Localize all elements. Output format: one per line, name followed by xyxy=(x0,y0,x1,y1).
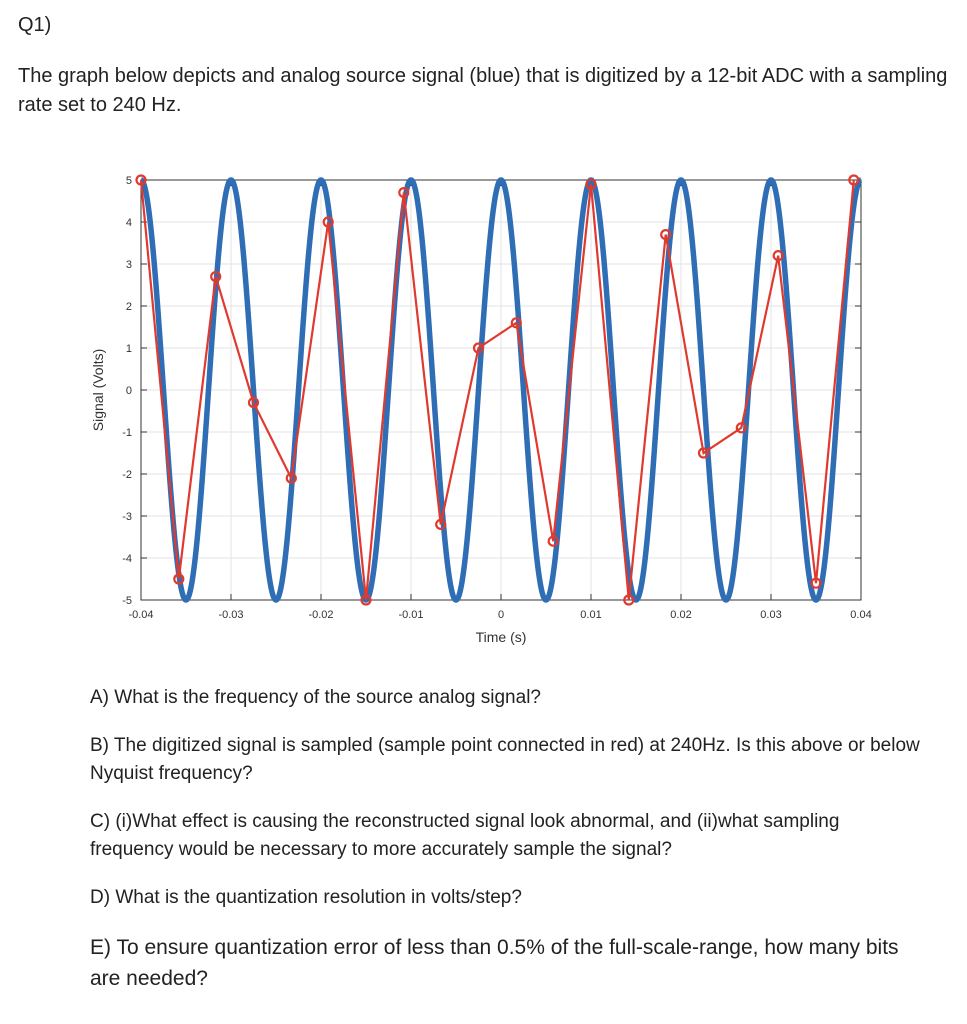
y-tick-label: 2 xyxy=(125,301,132,313)
signal-chart xyxy=(85,160,885,660)
x-axis-label: Time (s) xyxy=(475,629,527,645)
question-a: A) What is the frequency of the source analog signal? xyxy=(90,687,541,708)
y-tick-label: 1 xyxy=(125,343,132,355)
x-tick-label: 0 xyxy=(497,609,505,621)
y-tick-label: -3 xyxy=(122,511,132,523)
y-tick-label: 0 xyxy=(125,385,132,397)
x-tick-label: 0.01 xyxy=(580,609,602,621)
question-intro: The graph below depicts and analog source signal (blue) that is digitized by a 12-bit ADC with a sampling rate set to 240 Hz. xyxy=(18,65,948,116)
chart-svg xyxy=(85,160,885,660)
y-tick-label: -1 xyxy=(122,427,132,439)
x-tick-label: -0.03 xyxy=(218,609,244,621)
question-b: B) The digitized signal is sampled (sample point connected in red) at 240Hz. Is this above or below Nyquist frequency? xyxy=(90,735,920,784)
y-tick-label: -2 xyxy=(122,469,132,481)
question-d: D) What is the quantization resolution in volts/step? xyxy=(90,887,522,908)
y-tick-label: 4 xyxy=(125,217,132,229)
y-axis-label: Signal (Volts) xyxy=(90,348,106,432)
x-tick-label: 0.04 xyxy=(850,609,872,621)
x-tick-label: 0.03 xyxy=(760,609,782,621)
question-c: C) (i)What effect is causing the reconstructed signal look abnormal, and (ii)what sampling frequency would be necessary to more accurately sample the signal? xyxy=(90,811,840,860)
x-tick-label: -0.02 xyxy=(308,609,334,621)
y-tick-label: -4 xyxy=(122,553,132,565)
y-tick-label: 3 xyxy=(125,259,132,271)
x-tick-label: 0.02 xyxy=(670,609,692,621)
question-e: E) To ensure quantization error of less than 0.5% of the full-scale-range, how many bits are needed? xyxy=(90,936,899,990)
y-tick-label: -5 xyxy=(122,595,132,607)
x-tick-label: -0.04 xyxy=(128,609,154,621)
question-number: Q1) xyxy=(18,14,52,36)
x-tick-label: -0.01 xyxy=(398,609,424,621)
question-list xyxy=(90,684,920,1014)
y-tick-label: 5 xyxy=(125,175,132,187)
